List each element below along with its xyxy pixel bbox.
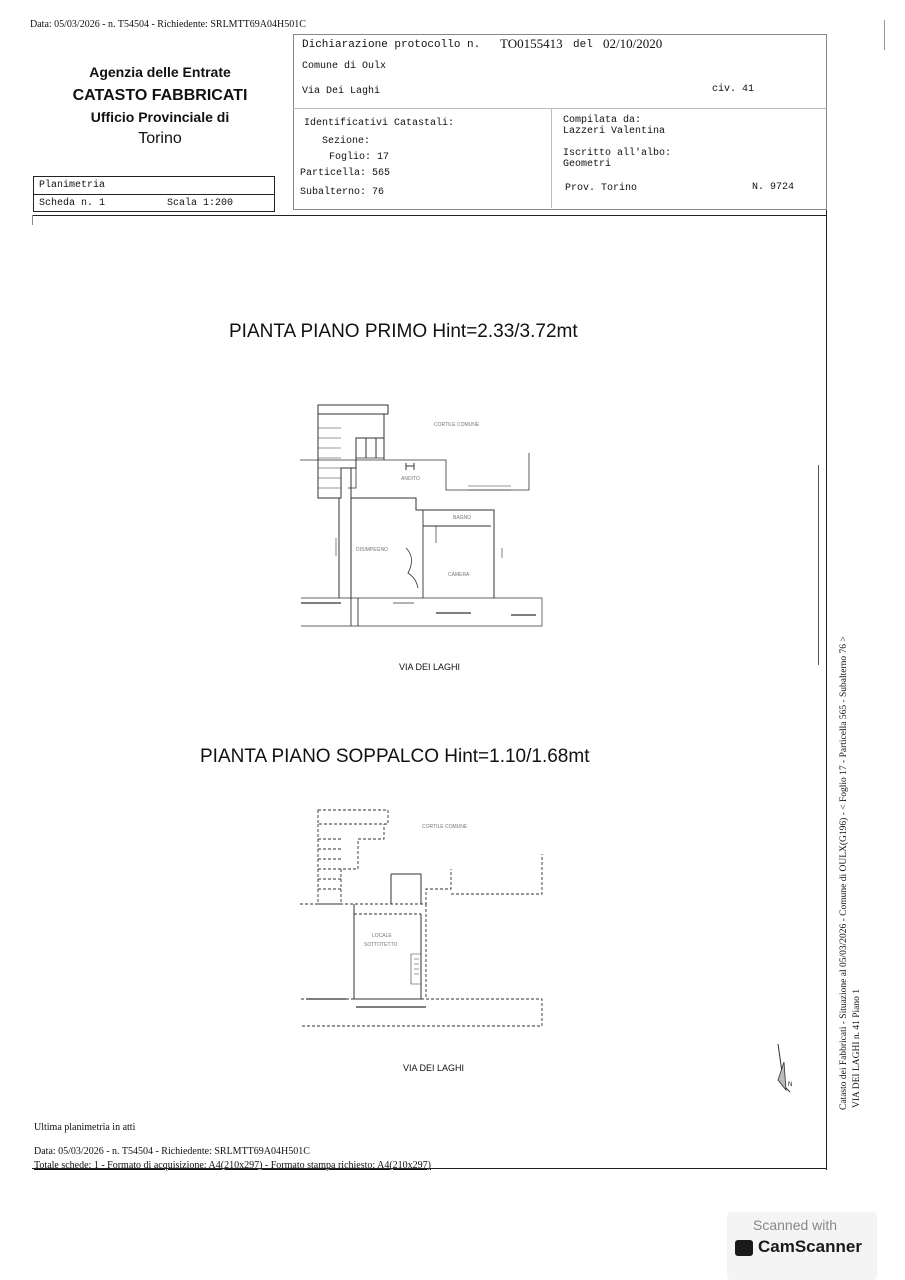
compiler-albo-label: Iscritto all'albo: <box>563 148 672 159</box>
protocol-label: Dichiarazione protocollo n. <box>302 39 481 51</box>
compiler-albo: Geometri <box>563 159 612 170</box>
identificativi-title: Identificativi Catastali: <box>304 118 455 129</box>
frame-top <box>32 215 827 216</box>
agency-dept: CATASTO FABBRICATI <box>72 87 248 104</box>
sheet-scala: Scala 1:200 <box>167 198 234 209</box>
protocol-divider <box>293 108 826 109</box>
agency-office: Ufficio Provinciale di <box>90 109 230 125</box>
svg-text:BAGNO: BAGNO <box>453 515 472 521</box>
sheet-type: Planimetria <box>39 180 106 191</box>
top-request-line: Data: 05/03/2026 - n. T54504 - Richiedente: SRLMTT69A04H501C <box>30 19 306 30</box>
compiler-n: N. 9724 <box>752 182 795 193</box>
svg-text:CORTILE COMUNE: CORTILE COMUNE <box>422 824 468 830</box>
frame-left-tick <box>32 215 33 225</box>
agency-city: Torino <box>138 130 182 147</box>
frame-side-mark <box>818 465 819 665</box>
north-label: N <box>788 1082 793 1088</box>
identificativi-sezione: Sezione: <box>322 136 371 147</box>
svg-text:CAMERA: CAMERA <box>448 572 470 578</box>
watermark-line2: CamScanner <box>758 1237 862 1256</box>
footer-last: Ultima planimetria in atti <box>34 1122 136 1133</box>
svg-text:LOCALE: LOCALE <box>372 933 392 939</box>
north-arrow-icon <box>768 1040 798 1100</box>
plan-1-title: PIANTA PIANO PRIMO Hint=2.33/3.72mt <box>229 321 578 342</box>
footer-request: Data: 05/03/2026 - n. T54504 - Richiedente: SRLMTT69A04H501C <box>34 1146 310 1157</box>
identificativi-particella: Particella: 565 <box>300 168 391 179</box>
compiler-label: Compilata da: <box>563 115 642 126</box>
plan-1-street: VIA DEI LAGHI <box>399 662 461 672</box>
identificativi-subalterno: Subalterno: 76 <box>300 187 385 198</box>
compiler-prov: Prov. Torino <box>565 183 638 194</box>
plan-1-floorplan <box>296 398 548 640</box>
plan-2-street: VIA DEI LAGHI <box>403 1063 465 1073</box>
edge-mark <box>884 20 885 50</box>
protocol-via: Via Dei Laghi <box>302 86 381 97</box>
side-text-2: VIA DEI LAGHI n. 41 Piano 1 <box>852 988 862 1108</box>
plan-2-title: PIANTA PIANO SOPPALCO Hint=1.10/1.68mt <box>200 746 590 767</box>
plan-2-floorplan <box>296 804 548 1036</box>
agency-name: Agenzia delle Entrate <box>89 64 231 80</box>
sheet-scheda: Scheda n. 1 <box>39 198 106 209</box>
svg-text:SOTTOTETTO: SOTTOTETTO <box>364 942 398 948</box>
sheet-box-divider <box>33 194 274 195</box>
protocol-del: del <box>573 39 593 51</box>
identificativi-foglio: Foglio: 17 <box>329 152 390 163</box>
protocol-number: TO0155413 <box>500 36 563 51</box>
svg-text:DISIMPEGNO: DISIMPEGNO <box>356 547 388 553</box>
protocol-civ: civ. 41 <box>712 84 755 95</box>
protocol-vdivider <box>551 108 552 208</box>
protocol-date: 02/10/2020 <box>603 36 663 51</box>
svg-text:CORTILE COMUNE: CORTILE COMUNE <box>434 422 480 428</box>
watermark-box <box>727 1212 877 1280</box>
footer-totale: Totale schede: 1 - Formato di acquisizione: A4(210x297) - Formato stampa richiesto: A4(210x297) <box>34 1160 431 1171</box>
compiler-name: Lazzeri Valentina <box>563 126 666 137</box>
watermark-line1: Scanned with <box>753 1217 838 1233</box>
camscanner-logo-icon <box>735 1240 753 1256</box>
side-text-1: Catasto dei Fabbricati - Situazione al 05/03/2026 - Comune di OULX(G196) - < Foglio 17 - Particella 565 - Subalterno 76 > <box>839 636 849 1110</box>
frame-right <box>826 210 827 1170</box>
svg-text:ANDITO: ANDITO <box>401 476 420 482</box>
protocol-comune: Comune di Oulx <box>302 61 387 72</box>
